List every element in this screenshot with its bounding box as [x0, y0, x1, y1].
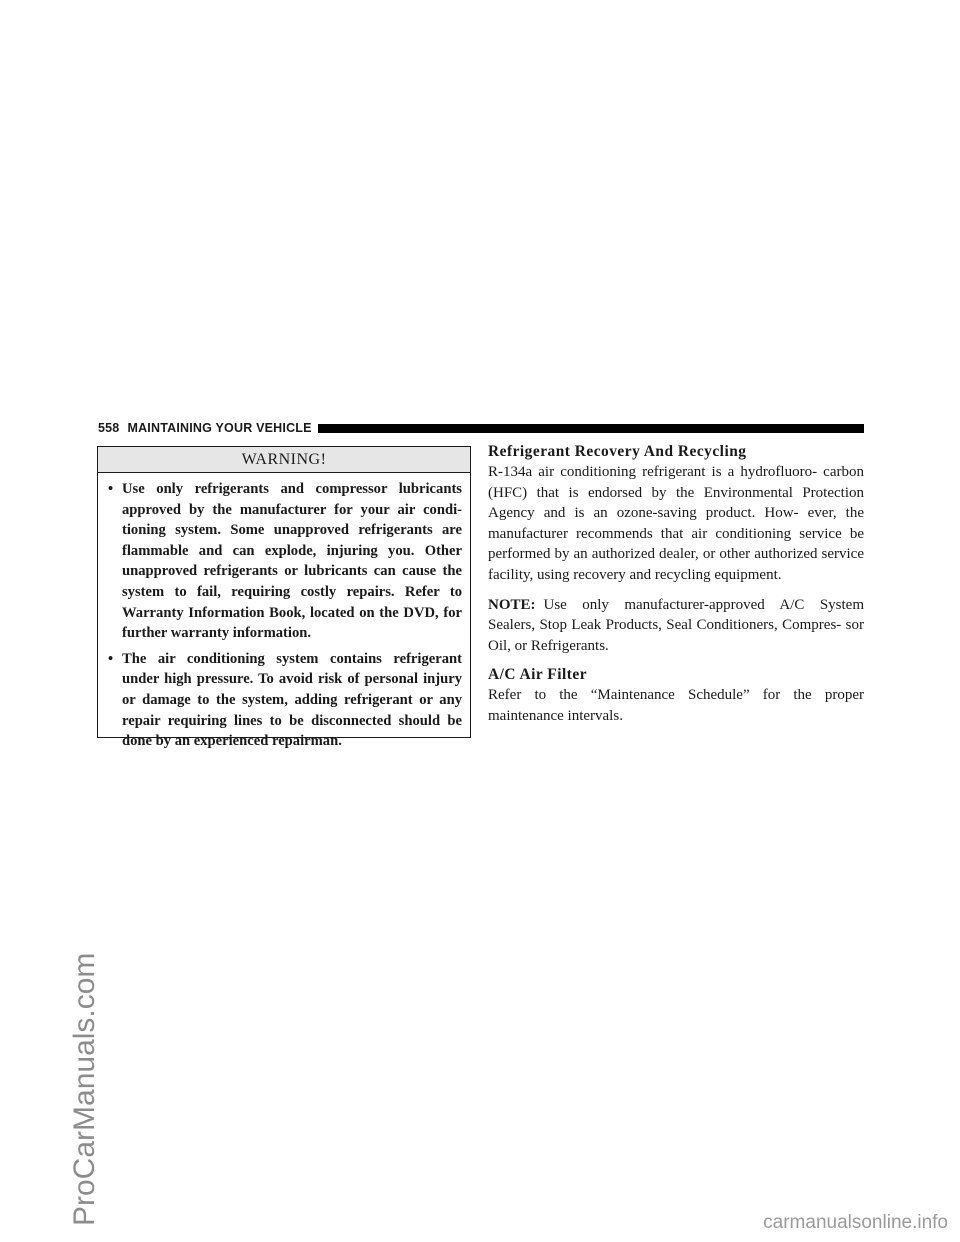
- page-header: [98, 418, 864, 438]
- note-text: Use only manufacturer-approved A/C System Sealers, Stop Leak Products, Seal Conditioners, Compres- sor Oil, or Refrigerants.: [488, 596, 864, 654]
- bullet-icon: •: [108, 650, 114, 667]
- warning-item: [108, 649, 462, 752]
- right-column: [488, 442, 864, 727]
- warning-title: WARNING!: [98, 447, 470, 473]
- side-watermark: [0, 0, 101, 1242]
- filter-body: Refer to the “Maintenance Schedule” for the proper maintenance intervals.: [488, 687, 864, 724]
- header-rule: [318, 424, 864, 433]
- warning-item-text: The air conditioning system contains refrigerant under high pressure. To avoid risk of personal injury or damage to the system, adding refrigerant or any repair requiring lines to be disconnected should be done by an experienced repairman.: [122, 650, 462, 750]
- warning-box: [97, 446, 471, 750]
- note-label: NOTE:: [488, 596, 536, 613]
- warning-item-text: Use only refrigerants and compressor lubricants approved by the manufacturer for your air condi- tioning system. Some unapproved refrigerants are flammable and can explode, injuring you. Other unapproved refrigerants or lubricants can cause the system to fail, requiring costly repairs. Refer to Warranty Information Book, located on the DVD, for further warranty information.: [122, 481, 462, 642]
- warning-item: [108, 479, 462, 644]
- bullet-icon: •: [108, 481, 114, 497]
- section-title: MAINTAINING YOUR VEHICLE: [127, 421, 312, 435]
- warning-list: [98, 473, 470, 752]
- refrigerant-heading: Refrigerant Recovery And Recycling: [488, 443, 747, 460]
- filter-heading: A/C Air Filter: [488, 666, 588, 684]
- page-number: 558: [98, 421, 120, 435]
- refrigerant-body: R-134a air conditioning refrigerant is a hydrofluoro- carbon (HFC) that is endorsed by the Environmental Protection Agency and is an ozone-saving product. How- ever, the manufacturer recommends that air conditioning service be performed by an authorized dealer, or other authorized service facility, using recovery and recycling equipment.: [488, 464, 864, 583]
- footer-watermark: carmanualsonline.info: [763, 1212, 948, 1233]
- note-paragraph: [488, 595, 864, 657]
- side-watermark-text: ProCarManuals.com: [68, 952, 101, 1226]
